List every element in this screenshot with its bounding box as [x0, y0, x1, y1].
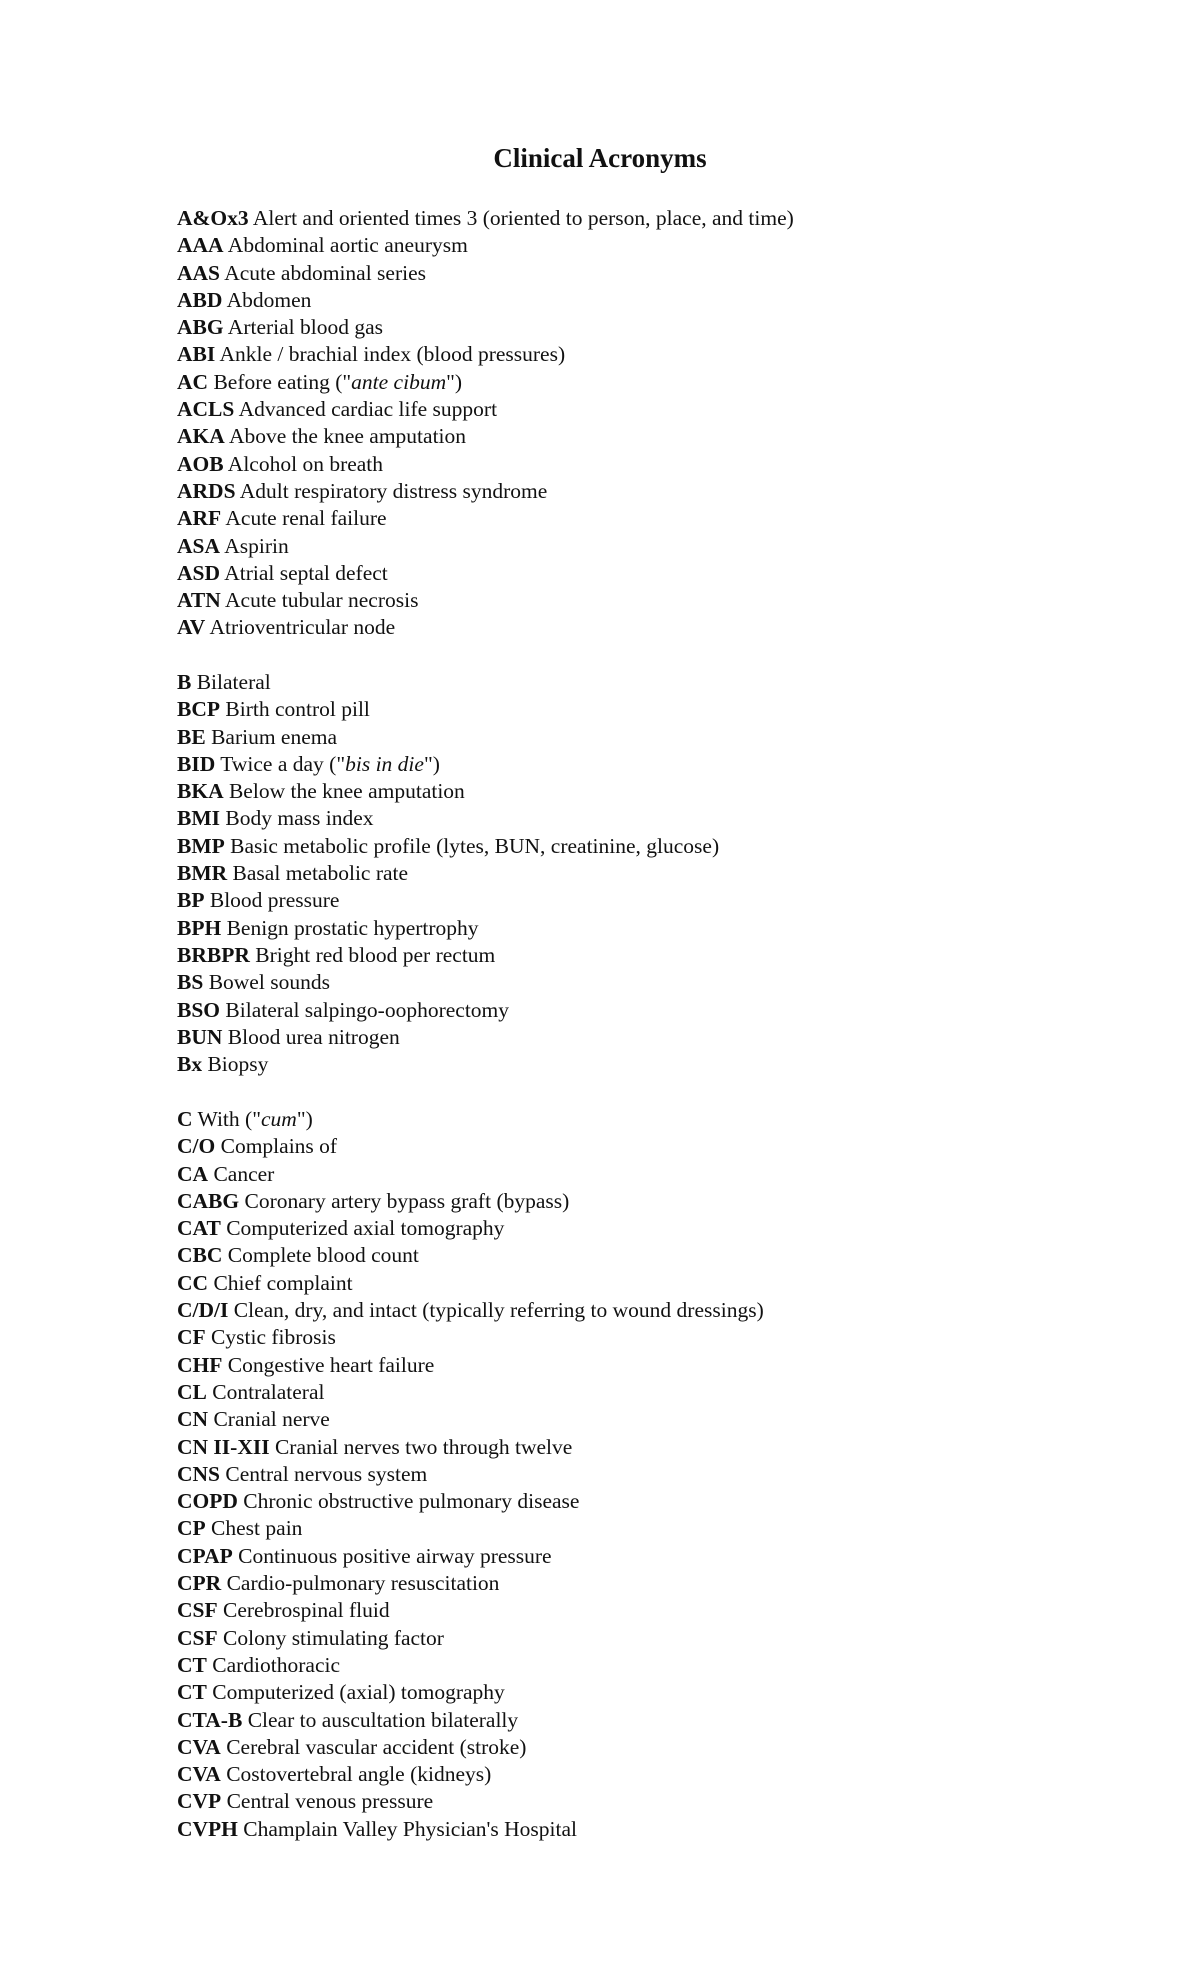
acronym-abbreviation: CHF: [177, 1352, 223, 1377]
acronym-abbreviation: CAT: [177, 1216, 221, 1241]
acronym-definition: Birth control pill: [225, 697, 370, 722]
acronym-definition: Contralateral: [212, 1379, 325, 1404]
acronym-entry: [177, 314, 1157, 341]
acronym-definition: Blood pressure: [209, 888, 340, 913]
acronym-entry: [177, 1406, 1157, 1433]
acronym-entry: [177, 887, 1157, 914]
acronym-entry: [177, 1051, 1157, 1078]
acronym-definition: Chest pain: [211, 1516, 303, 1541]
acronym-entry: [177, 287, 1157, 314]
acronym-entry: [177, 724, 1157, 751]
acronym-definition: Computerized (axial) tomography: [212, 1680, 505, 1705]
acronym-abbreviation: AKA: [177, 424, 225, 449]
acronym-abbreviation: CN II-XII: [177, 1434, 270, 1459]
acronym-definition: Computerized axial tomography: [226, 1216, 505, 1241]
acronym-abbreviation: BMR: [177, 861, 228, 886]
section-b: [177, 669, 1157, 1078]
acronym-definition: Continuous positive airway pressure: [238, 1543, 552, 1568]
acronym-abbreviation: BSO: [177, 997, 221, 1022]
acronym-definition: Chronic obstructive pulmonary disease: [243, 1489, 580, 1514]
acronym-definition: Cerebrospinal fluid: [223, 1598, 390, 1623]
acronym-definition: Cancer: [213, 1161, 275, 1186]
acronym-entry: [177, 1297, 1157, 1324]
acronym-abbreviation: BRBPR: [177, 942, 250, 967]
acronym-entry: [177, 1106, 1157, 1133]
acronym-entry: [177, 1161, 1157, 1188]
acronym-abbreviation: AOB: [177, 451, 224, 476]
acronym-abbreviation: ABG: [177, 315, 224, 340]
acronym-definition: Alert and oriented times 3 (oriented to person, place, and time): [252, 206, 794, 230]
acronym-abbreviation: AAS: [177, 260, 221, 285]
acronym-definition: Advanced cardiac life support: [238, 397, 498, 422]
definition-latin-term: bis in die: [345, 751, 424, 776]
acronym-definition: Bowel sounds: [208, 970, 330, 995]
acronym-definition: Atrioventricular node: [209, 615, 396, 640]
acronym-definition: Barium enema: [211, 724, 338, 749]
definition-text: Before eating (": [213, 369, 352, 394]
acronym-abbreviation: CNS: [177, 1461, 221, 1486]
acronym-definition: Blood urea nitrogen: [227, 1024, 400, 1049]
acronym-definition: Cardio-pulmonary resuscitation: [226, 1571, 500, 1596]
acronym-definition: Coronary artery bypass graft (bypass): [244, 1188, 570, 1213]
acronym-abbreviation: CSF: [177, 1625, 218, 1650]
definition-latin-term: ante cibum: [351, 369, 447, 394]
acronym-definition: Above the knee amputation: [228, 424, 467, 449]
acronym-entry: [177, 969, 1157, 996]
acronym-abbreviation: COPD: [177, 1489, 238, 1514]
acronym-abbreviation: CVA: [177, 1734, 221, 1759]
acronym-abbreviation: ASD: [177, 560, 221, 585]
acronym-abbreviation: ABD: [177, 287, 223, 312]
acronym-abbreviation: ARF: [177, 506, 222, 531]
acronym-entry: [177, 533, 1157, 560]
acronym-definition: Central venous pressure: [226, 1789, 434, 1814]
acronym-definition: Central nervous system: [225, 1461, 428, 1486]
section-c: [177, 1106, 1157, 1843]
acronym-abbreviation: AV: [177, 615, 206, 640]
acronym-abbreviation: CTA-B: [177, 1707, 243, 1732]
acronym-abbreviation: A&Ox3: [177, 206, 249, 230]
acronym-entry: [177, 778, 1157, 805]
acronym-definition: [220, 752, 440, 776]
acronym-entry: [177, 942, 1157, 969]
acronym-abbreviation: ATN: [177, 588, 221, 613]
acronym-entry: [177, 614, 1157, 641]
acronym-definition: Basal metabolic rate: [232, 861, 409, 886]
acronym-entry: [177, 833, 1157, 860]
acronym-abbreviation: BMP: [177, 833, 225, 858]
acronym-definition: Abdominal aortic aneurysm: [227, 233, 468, 258]
acronym-abbreviation: CT: [177, 1680, 207, 1705]
acronym-definition: Below the knee amputation: [228, 779, 465, 804]
acronym-abbreviation: CABG: [177, 1188, 240, 1213]
acronym-abbreviation: BE: [177, 724, 206, 749]
acronym-abbreviation: BS: [177, 970, 204, 995]
acronym-abbreviation: CBC: [177, 1243, 223, 1268]
definition-latin-term: cum: [260, 1107, 297, 1131]
acronym-abbreviation: CPAP: [177, 1543, 233, 1568]
acronym-definition: Acute tubular necrosis: [225, 588, 419, 613]
acronym-definition: Chief complaint: [213, 1270, 353, 1295]
acronym-abbreviation: BID: [177, 751, 216, 776]
acronym-entry: [177, 1461, 1157, 1488]
acronym-definition: Clean, dry, and intact (typically referring to wound dressings): [233, 1298, 764, 1323]
acronym-definition: Costovertebral angle (kidneys): [226, 1762, 492, 1787]
acronym-definition: Benign prostatic hypertrophy: [226, 915, 479, 940]
definition-text: Twice a day (": [220, 751, 346, 776]
acronym-entry: [177, 1434, 1157, 1461]
acronym-entry: [177, 396, 1157, 423]
acronym-definition: Complains of: [220, 1134, 338, 1159]
acronym-definition: [198, 1107, 313, 1131]
page-title: Clinical Acronyms: [493, 143, 707, 173]
acronym-definition: Champlain Valley Physician's Hospital: [243, 1816, 578, 1841]
section-a: [177, 205, 1157, 642]
acronym-definition: Clear to auscultation bilaterally: [247, 1707, 519, 1732]
acronym-abbreviation: Bx: [177, 1052, 203, 1077]
acronym-entry: [177, 860, 1157, 887]
acronym-abbreviation: CVP: [177, 1789, 222, 1814]
acronym-abbreviation: CT: [177, 1652, 207, 1677]
acronym-abbreviation: AC: [177, 369, 209, 394]
acronym-definition: [213, 370, 462, 394]
acronym-entry: [177, 1133, 1157, 1160]
acronym-abbreviation: CVPH: [177, 1816, 238, 1841]
acronym-entry: [177, 341, 1157, 368]
acronym-entry: [177, 1734, 1157, 1761]
acronym-abbreviation: C/D/I: [177, 1298, 229, 1323]
acronym-entry: [177, 1761, 1157, 1788]
acronym-entry: [177, 1788, 1157, 1815]
acronym-definition: Colony stimulating factor: [223, 1625, 444, 1650]
acronym-definition: Cardiothoracic: [212, 1652, 341, 1677]
acronym-entry: [177, 232, 1157, 259]
acronym-abbreviation: ABI: [177, 342, 216, 367]
acronym-entry: [177, 423, 1157, 450]
acronym-abbreviation: CSF: [177, 1598, 218, 1623]
acronym-abbreviation: CPR: [177, 1571, 222, 1596]
acronym-abbreviation: BUN: [177, 1024, 223, 1049]
acronym-entry: [177, 1543, 1157, 1570]
acronym-entry: [177, 751, 1157, 778]
acronym-entry: [177, 205, 1157, 232]
acronym-entry: [177, 1324, 1157, 1351]
acronym-definition: Cerebral vascular accident (stroke): [226, 1734, 527, 1759]
acronym-definition: Arterial blood gas: [227, 315, 384, 340]
acronym-abbreviation: B: [177, 670, 192, 694]
acronym-abbreviation: CF: [177, 1325, 206, 1350]
acronym-entry: [177, 369, 1157, 396]
acronym-entry: [177, 1597, 1157, 1624]
acronym-entry: [177, 669, 1157, 696]
acronym-definition: Atrial septal defect: [224, 560, 388, 585]
acronym-abbreviation: BCP: [177, 697, 220, 722]
acronym-entry: [177, 1816, 1157, 1843]
acronym-entry: [177, 587, 1157, 614]
acronym-definition: Bilateral salpingo-oophorectomy: [225, 997, 510, 1022]
acronym-abbreviation: AAA: [177, 233, 224, 258]
acronym-entry: [177, 260, 1157, 287]
acronym-definition: Congestive heart failure: [227, 1352, 435, 1377]
acronym-entry: [177, 1652, 1157, 1679]
acronym-definition: Bright red blood per rectum: [255, 942, 496, 967]
acronym-abbreviation: ACLS: [177, 397, 235, 422]
acronym-entry: [177, 1625, 1157, 1652]
acronym-abbreviation: CP: [177, 1516, 206, 1541]
acronym-definition: Basic metabolic profile (lytes, BUN, creatinine, glucose): [230, 833, 720, 858]
acronym-entry: [177, 1188, 1157, 1215]
acronym-entry: [177, 478, 1157, 505]
acronym-abbreviation: CL: [177, 1379, 207, 1404]
acronym-abbreviation: BKA: [177, 779, 224, 804]
acronym-definition: Acute abdominal series: [224, 260, 427, 285]
acronym-definition: Bilateral: [196, 670, 271, 694]
acronym-entry: [177, 696, 1157, 723]
acronym-entry: [177, 451, 1157, 478]
acronym-abbreviation: BP: [177, 888, 205, 913]
acronym-definition: Cranial nerve: [213, 1407, 330, 1432]
acronym-definition: Adult respiratory distress syndrome: [239, 478, 548, 503]
acronym-entry: [177, 1515, 1157, 1542]
acronym-definition: Ankle / brachial index (blood pressures): [219, 342, 566, 367]
acronym-definition: Alcohol on breath: [227, 451, 384, 476]
definition-text: "): [446, 369, 463, 394]
acronym-entry: [177, 1352, 1157, 1379]
definition-text: With (": [197, 1107, 261, 1131]
acronym-definition: Cranial nerves two through twelve: [274, 1434, 573, 1459]
definition-text: "): [296, 1107, 313, 1131]
definition-text: "): [423, 751, 440, 776]
acronym-definition: Acute renal failure: [225, 506, 387, 531]
acronym-abbreviation: CA: [177, 1161, 209, 1186]
acronym-abbreviation: ASA: [177, 533, 221, 558]
acronym-entry: [177, 1379, 1157, 1406]
acronym-abbreviation: ARDS: [177, 478, 236, 503]
acronym-definition: Abdomen: [226, 287, 312, 312]
acronym-entry: [177, 1242, 1157, 1269]
acronym-definition: Cystic fibrosis: [211, 1325, 336, 1350]
acronym-entry: [177, 1679, 1157, 1706]
acronym-abbreviation: C: [177, 1107, 193, 1131]
acronym-entry: [177, 560, 1157, 587]
acronym-definition: Biopsy: [207, 1052, 269, 1077]
acronym-abbreviation: CN: [177, 1407, 209, 1432]
acronym-entry: [177, 1707, 1157, 1734]
acronym-entry: [177, 805, 1157, 832]
acronym-definition: Body mass index: [225, 806, 374, 831]
acronym-entry: [177, 1488, 1157, 1515]
acronym-abbreviation: BMI: [177, 806, 220, 831]
acronym-entry: [177, 1024, 1157, 1051]
acronym-definition: Aspirin: [224, 533, 289, 558]
acronym-abbreviation: CC: [177, 1270, 209, 1295]
acronym-abbreviation: BPH: [177, 915, 222, 940]
acronym-entry: [177, 505, 1157, 532]
acronym-abbreviation: CVA: [177, 1762, 221, 1787]
acronym-abbreviation: C/O: [177, 1134, 216, 1159]
acronym-entry: [177, 1570, 1157, 1597]
acronym-definition: Complete blood count: [227, 1243, 419, 1268]
acronym-entry: [177, 997, 1157, 1024]
acronym-entry: [177, 915, 1157, 942]
acronym-entry: [177, 1215, 1157, 1242]
acronym-entry: [177, 1270, 1157, 1297]
